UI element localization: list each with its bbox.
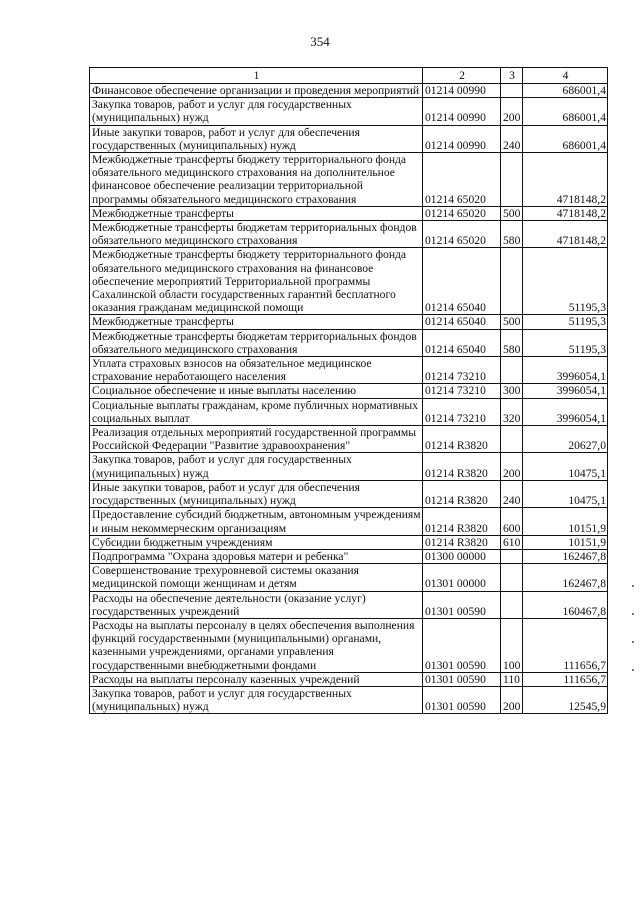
row-amount-cell: 10151,9 [523,535,608,549]
row-name-cell: Закупка товаров, работ и услуг для государственных (муниципальных) нужд [90,686,423,713]
row-amount-cell: 686001,4 [523,98,608,125]
table-row [90,686,608,713]
row-amount-cell: 3996054,1 [523,384,608,398]
row-type-cell: 600 [501,508,523,535]
row-code-cell: 01214 00990 [423,98,501,125]
row-amount-cell: 4718148,2 [523,221,608,248]
row-amount-cell: 51195,3 [523,315,608,329]
column-header: 2 [423,68,501,84]
row-name-cell: Межбюджетные трансферты [90,206,423,220]
row-name-cell: Расходы на выплаты персоналу в целях обеспечения выполнения функций государственными (муниципальными) органами, казенными учреждениями, органами управления государственными внебюджетными фондами [90,618,423,672]
table-row [90,564,608,591]
table-row [90,591,608,618]
row-name-cell: Расходы на выплаты персоналу казенных учреждений [90,672,423,686]
row-code-cell: 01300 00000 [423,549,501,563]
row-code-cell: 01214 73210 [423,384,501,398]
row-amount-cell: 4718148,2 [523,206,608,220]
row-amount-cell: 162467,8 [523,549,608,563]
row-amount-cell: 10475,1 [523,453,608,480]
table-row [90,153,608,207]
row-name-cell: Субсидии бюджетным учреждениям [90,535,423,549]
row-code-cell: 01214 R3820 [423,535,501,549]
row-amount-cell: 111656,7 [523,618,608,672]
row-type-cell [501,549,523,563]
row-amount-cell: 4718148,2 [523,153,608,207]
row-type-cell [501,84,523,98]
row-name-cell: Уплата страховых взносов на обязательное медицинское страхование неработающего населения [90,357,423,384]
row-name-cell: Межбюджетные трансферты бюджету территориального фонда обязательного медицинского страхования на финансовое обеспечение мероприятий Территориальной программы Сахалинской области государственных гарантий бесплатного оказания гражданам медицинской помощи [90,248,423,315]
row-type-cell [501,564,523,591]
row-name-cell: Межбюджетные трансферты бюджетам территориальных фондов обязательного медицинского страхования [90,329,423,356]
row-code-cell: 01301 00000 [423,564,501,591]
table-header-row [90,68,608,84]
row-code-cell: 01214 00990 [423,84,501,98]
column-header: 4 [523,68,608,84]
row-name-cell: Финансовое обеспечение организации и проведения мероприятий [90,84,423,98]
row-name-cell: Реализация отдельных мероприятий государственной программы Российской Федерации "Развитие здравоохранения" [90,426,423,453]
row-amount-cell: 10475,1 [523,480,608,507]
row-type-cell: 240 [501,480,523,507]
table-row [90,535,608,549]
row-type-cell [501,357,523,384]
row-code-cell: 01214 65040 [423,315,501,329]
row-name-cell: Закупка товаров, работ и услуг для государственных (муниципальных) нужд [90,453,423,480]
table-row [90,206,608,220]
row-name-cell: Иные закупки товаров, работ и услуг для обеспечения государственных (муниципальных) нужд [90,125,423,152]
row-code-cell: 01214 R3820 [423,426,501,453]
row-code-cell: 01301 00590 [423,591,501,618]
row-name-cell: Подпрограмма "Охрана здоровья матери и ребенка" [90,549,423,563]
row-type-cell: 580 [501,329,523,356]
row-amount-cell: 51195,3 [523,248,608,315]
row-type-cell: 610 [501,535,523,549]
budget-table [89,67,608,714]
row-name-cell: Социальные выплаты гражданам, кроме публичных нормативных социальных выплат [90,398,423,425]
row-type-cell: 100 [501,618,523,672]
row-name-cell: Межбюджетные трансферты бюджету территориального фонда обязательного медицинского страхования на дополнительное финансовое обеспечение реализации территориальной программы обязательного медицинского страхования [90,153,423,207]
row-amount-cell: 3996054,1 [523,398,608,425]
row-code-cell: 01214 R3820 [423,508,501,535]
table-row [90,329,608,356]
row-amount-cell: 20627,0 [523,426,608,453]
row-type-cell: 300 [501,384,523,398]
table-row [90,125,608,152]
table-row [90,384,608,398]
table-row [90,84,608,98]
row-type-cell: 200 [501,98,523,125]
page-number: 354 [310,34,330,49]
row-code-cell: 01214 R3820 [423,480,501,507]
row-code-cell: 01214 00990 [423,125,501,152]
row-type-cell [501,248,523,315]
row-type-cell: 500 [501,206,523,220]
row-amount-cell: 162467,8 [523,564,608,591]
row-code-cell: 01214 65040 [423,329,501,356]
table-row [90,98,608,125]
row-code-cell: 01214 R3820 [423,453,501,480]
row-type-cell: 200 [501,686,523,713]
table-row [90,672,608,686]
column-header: 3 [501,68,523,84]
row-type-cell: 500 [501,315,523,329]
row-name-cell: Совершенствование трехуровневой системы оказания медицинской помощи женщинам и детям [90,564,423,591]
row-code-cell: 01214 65020 [423,206,501,220]
row-name-cell: Закупка товаров, работ и услуг для государственных (муниципальных) нужд [90,98,423,125]
row-type-cell: 580 [501,221,523,248]
row-amount-cell: 51195,3 [523,329,608,356]
row-type-cell [501,153,523,207]
table-row [90,426,608,453]
row-type-cell: 110 [501,672,523,686]
row-code-cell: 01214 73210 [423,398,501,425]
table-row [90,315,608,329]
table-row [90,357,608,384]
table-row [90,398,608,425]
row-amount-cell: 111656,7 [523,672,608,686]
row-type-cell: 200 [501,453,523,480]
table-row [90,453,608,480]
row-name-cell: Иные закупки товаров, работ и услуг для обеспечения государственных (муниципальных) нужд [90,480,423,507]
row-code-cell: 01214 65040 [423,248,501,315]
row-name-cell: Межбюджетные трансферты бюджетам территориальных фондов обязательного медицинского страхования [90,221,423,248]
row-type-cell: 240 [501,125,523,152]
row-code-cell: 01301 00590 [423,672,501,686]
table-row [90,480,608,507]
row-code-cell: 01301 00590 [423,686,501,713]
row-code-cell: 01214 65020 [423,221,501,248]
row-name-cell: Межбюджетные трансферты [90,315,423,329]
row-amount-cell: 686001,4 [523,125,608,152]
scan-margin-marks [632,585,636,697]
table-row [90,618,608,672]
column-header: 1 [90,68,423,84]
row-amount-cell: 10151,9 [523,508,608,535]
row-amount-cell: 160467,8 [523,591,608,618]
row-type-cell [501,591,523,618]
row-name-cell: Предоставление субсидий бюджетным, автономным учреждениям и иным некоммерческим организациям [90,508,423,535]
row-amount-cell: 12545,9 [523,686,608,713]
table-row [90,508,608,535]
row-name-cell: Социальное обеспечение и иные выплаты населению [90,384,423,398]
row-code-cell: 01214 65020 [423,153,501,207]
row-type-cell [501,426,523,453]
table-row [90,221,608,248]
row-code-cell: 01301 00590 [423,618,501,672]
table-row [90,248,608,315]
row-type-cell: 320 [501,398,523,425]
row-name-cell: Расходы на обеспечение деятельности (оказание услуг) государственных учреждений [90,591,423,618]
row-amount-cell: 3996054,1 [523,357,608,384]
row-amount-cell: 686001,4 [523,84,608,98]
row-code-cell: 01214 73210 [423,357,501,384]
table-row [90,549,608,563]
